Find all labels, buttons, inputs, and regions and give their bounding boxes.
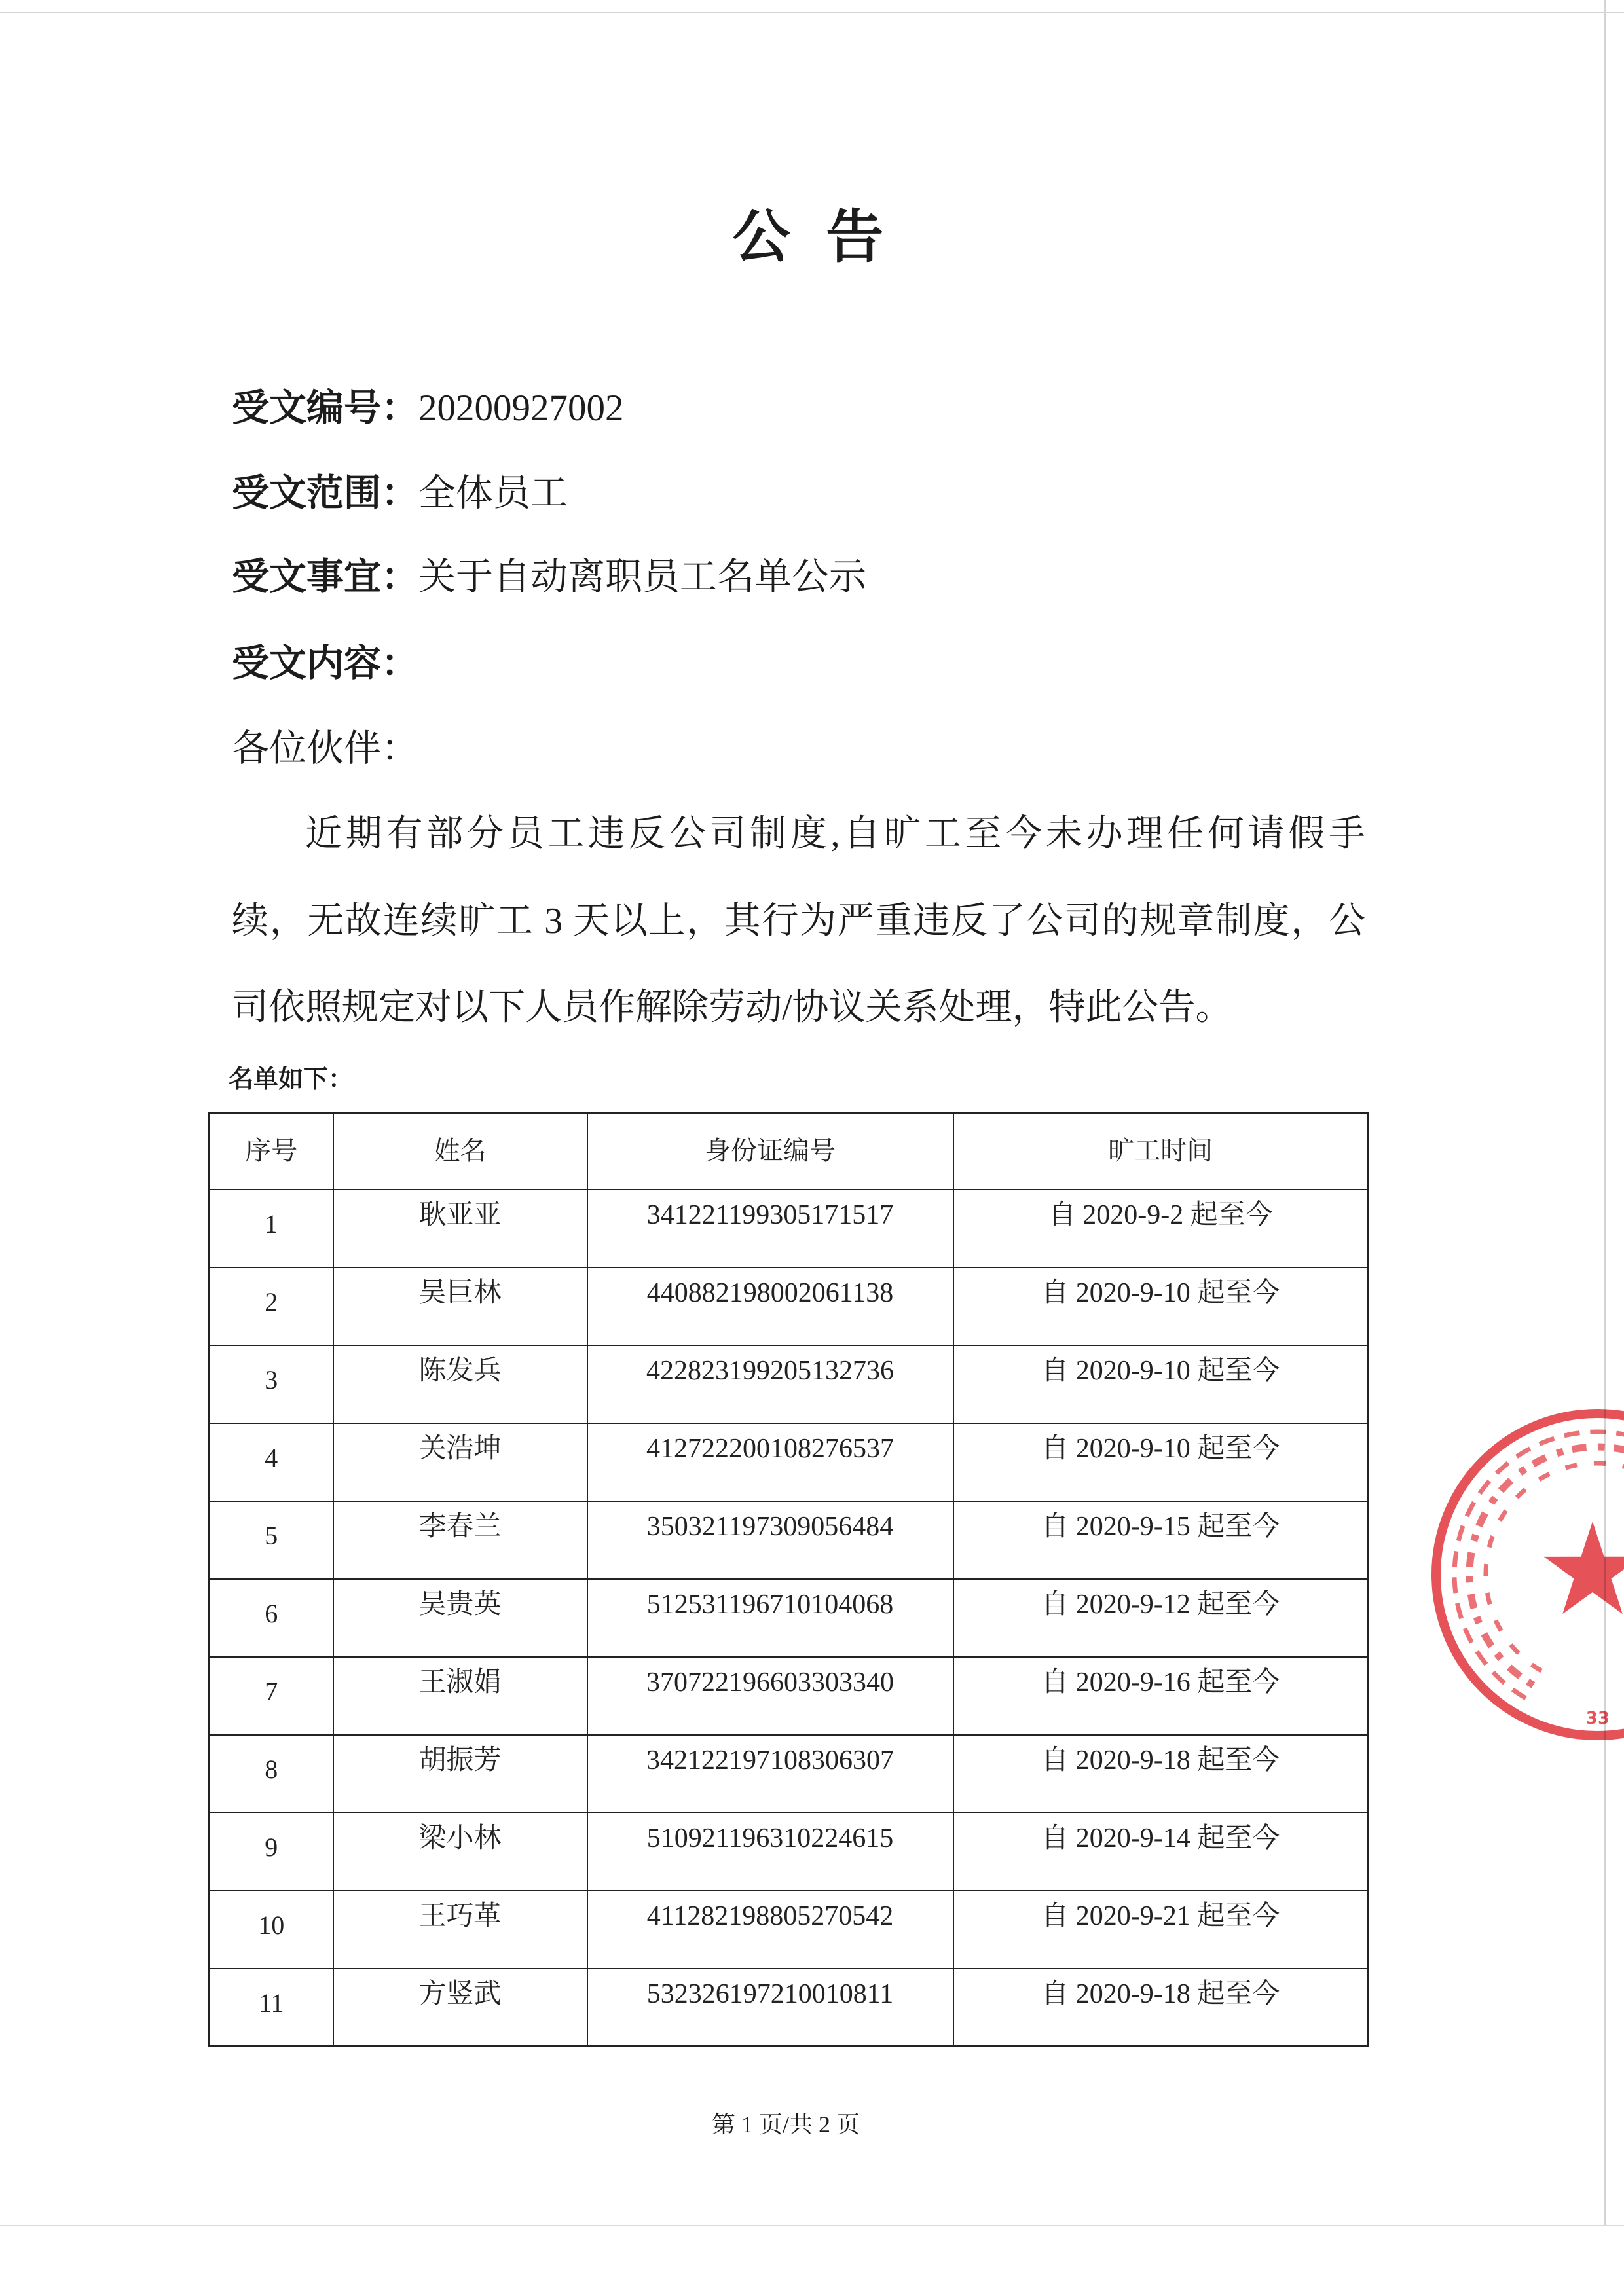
doc-scope-row	[232, 467, 568, 520]
cell-absence-period: 自 2020-9-14 起至今	[953, 1813, 1369, 1891]
cell-seq: 11	[210, 1969, 333, 2047]
scan-edge-line	[1604, 0, 1606, 2226]
cell-name: 梁小林	[333, 1813, 587, 1891]
star-icon	[1544, 1522, 1624, 1614]
cell-seq: 4	[210, 1423, 333, 1501]
cell-id-number: 412722200108276537	[587, 1423, 953, 1501]
cell-name: 关浩坤	[333, 1423, 587, 1501]
absentee-table	[208, 1112, 1369, 2047]
table-row	[210, 1813, 1369, 1891]
cell-absence-period: 自 2020-9-2 起至今	[953, 1190, 1369, 1267]
cell-absence-period: 自 2020-9-18 起至今	[953, 1969, 1369, 2047]
cell-name: 李春兰	[333, 1501, 587, 1579]
table-row	[210, 1735, 1369, 1813]
cell-id-number: 370722196603303340	[587, 1657, 953, 1735]
table-row	[210, 1267, 1369, 1345]
table-row	[210, 1190, 1369, 1267]
table-row	[210, 1891, 1369, 1969]
doc-content-label: 受文内容：	[232, 643, 418, 684]
cell-seq: 2	[210, 1267, 333, 1345]
greeting: 各位伙伴：	[232, 728, 418, 769]
cell-absence-period: 自 2020-9-15 起至今	[953, 1501, 1369, 1579]
doc-number-row	[232, 382, 624, 435]
list-intro: 名单如下：	[229, 1066, 354, 1093]
cell-seq: 1	[210, 1190, 333, 1267]
cell-seq: 7	[210, 1657, 333, 1735]
cell-absence-period: 自 2020-9-21 起至今	[953, 1891, 1369, 1969]
cell-seq: 9	[210, 1813, 333, 1891]
table-row	[210, 1969, 1369, 2047]
cell-name: 王巧革	[333, 1891, 587, 1969]
absentee-table-body	[210, 1190, 1369, 2047]
doc-number-value: 20200927002	[418, 388, 624, 429]
cell-id-number: 440882198002061138	[587, 1267, 953, 1345]
table-row	[210, 1345, 1369, 1423]
header-cell-absence-period: 旷工时间	[953, 1113, 1369, 1190]
scan-edge-line	[0, 12, 1624, 13]
cell-name: 王淑娟	[333, 1657, 587, 1735]
table-row	[210, 1501, 1369, 1579]
doc-subject-value: 关于自动离职员工名单公示	[418, 556, 866, 598]
header-cell-name: 姓名	[333, 1113, 587, 1190]
cell-absence-period: 自 2020-9-10 起至今	[953, 1345, 1369, 1423]
cell-id-number: 342122197108306307	[587, 1735, 953, 1813]
table-row	[210, 1423, 1369, 1501]
cell-id-number: 510921196310224615	[587, 1813, 953, 1891]
cell-id-number: 532326197210010811	[587, 1969, 953, 2047]
cell-seq: 3	[210, 1345, 333, 1423]
page-number: 第 1 页/共 2 页	[711, 2111, 860, 2138]
cell-name: 陈发兵	[333, 1345, 587, 1423]
doc-scope-value: 全体员工	[418, 473, 568, 514]
doc-content-row	[232, 638, 418, 690]
table-row	[210, 1657, 1369, 1735]
cell-absence-period: 自 2020-9-10 起至今	[953, 1423, 1369, 1501]
cell-seq: 10	[210, 1891, 333, 1969]
seal-code: 33	[1585, 1709, 1610, 1728]
cell-absence-period: 自 2020-9-12 起至今	[953, 1579, 1369, 1657]
body-line: 近期有部分员工违反公司制度,自旷工至今未办理任何请假手	[305, 814, 1365, 854]
scan-edge-line	[0, 2225, 1624, 2226]
cell-id-number: 512531196710104068	[587, 1579, 953, 1657]
cell-name: 吴贵英	[333, 1579, 587, 1657]
cell-name: 吴巨林	[333, 1267, 587, 1345]
page-title: 公 告	[732, 202, 892, 270]
header-cell-seq: 序号	[210, 1113, 333, 1190]
cell-id-number: 350321197309056484	[587, 1501, 953, 1579]
header-cell-id-number: 身份证编号	[587, 1113, 953, 1190]
cell-seq: 5	[210, 1501, 333, 1579]
cell-name: 耿亚亚	[333, 1190, 587, 1267]
cell-id-number: 341221199305171517	[587, 1190, 953, 1267]
doc-subject-label: 受文事宜：	[232, 556, 418, 598]
doc-number-label: 受文编号：	[232, 388, 418, 429]
body-line: 续，无故连续旷工 3 天以上，其行为严重违反了公司的规章制度，公	[232, 901, 1365, 941]
table-row	[210, 1579, 1369, 1657]
company-seal-icon	[1421, 1401, 1624, 1748]
cell-name: 胡振芳	[333, 1735, 587, 1813]
cell-seq: 6	[210, 1579, 333, 1657]
cell-absence-period: 自 2020-9-18 起至今	[953, 1735, 1369, 1813]
table-header-row	[210, 1113, 1369, 1190]
body-line: 司依照规定对以下人员作解除劳动/协议关系处理，特此公告。	[232, 987, 1232, 1028]
cell-name: 方竖武	[333, 1969, 587, 2047]
cell-id-number: 422823199205132736	[587, 1345, 953, 1423]
table-header	[210, 1113, 1369, 1190]
cell-id-number: 411282198805270542	[587, 1891, 953, 1969]
doc-scope-label: 受文范围：	[232, 473, 418, 514]
cell-absence-period: 自 2020-9-10 起至今	[953, 1267, 1369, 1345]
cell-absence-period: 自 2020-9-16 起至今	[953, 1657, 1369, 1735]
cell-seq: 8	[210, 1735, 333, 1813]
doc-subject-row	[232, 551, 866, 604]
